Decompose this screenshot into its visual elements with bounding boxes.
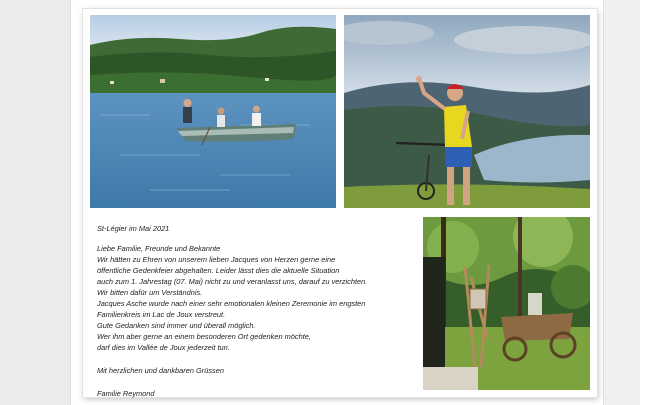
letter-line: Familienkreis im Lac de Joux verstreut. xyxy=(97,310,226,319)
letter-line: Jacques Asche wurde nach einer sehr emotionalen kleinen Zeremonie im engsten xyxy=(97,299,366,308)
left-margin-panel xyxy=(0,0,71,405)
letter-line: Wir bitten dafür um Verständnis. xyxy=(97,288,203,297)
letter-line: Wir hätten zu Ehren von unserem lieben Jacques von Herzen gerne eine xyxy=(97,255,336,264)
next-page-edge xyxy=(83,398,597,405)
memorial-display-photo xyxy=(423,217,590,390)
boat-on-lake-photo xyxy=(90,15,336,208)
letter-line: Wer ihm aber gerne an einem besonderen Ort gedenken möchte, xyxy=(97,332,311,341)
letter-line: auch zum 1. Jahrestag (07. Mai) nicht zu und veranlasst uns, darauf zu verzichten. xyxy=(97,277,368,286)
signature: Familie Reymond xyxy=(97,389,155,398)
letter-line: Gute Gedanken sind immer und überall möglich. xyxy=(97,321,256,330)
letter-line: darf dies im Vallée de Joux jederzeit tun. xyxy=(97,343,230,352)
letter-line: öffentliche Gedenkfeier abgehalten. Leider lässt dies die aktuelle Situation xyxy=(97,266,340,275)
memorial-letter xyxy=(97,223,417,399)
cyclist-photo xyxy=(344,15,590,208)
memorial-card xyxy=(83,9,597,397)
right-margin-panel xyxy=(603,0,640,405)
place-date: St-Légier im Mai 2021 xyxy=(97,224,170,233)
salutation: Liebe Familie, Freunde und Bekannte xyxy=(97,244,221,253)
closing: Mit herzlichen und dankbaren Grüssen xyxy=(97,366,224,375)
